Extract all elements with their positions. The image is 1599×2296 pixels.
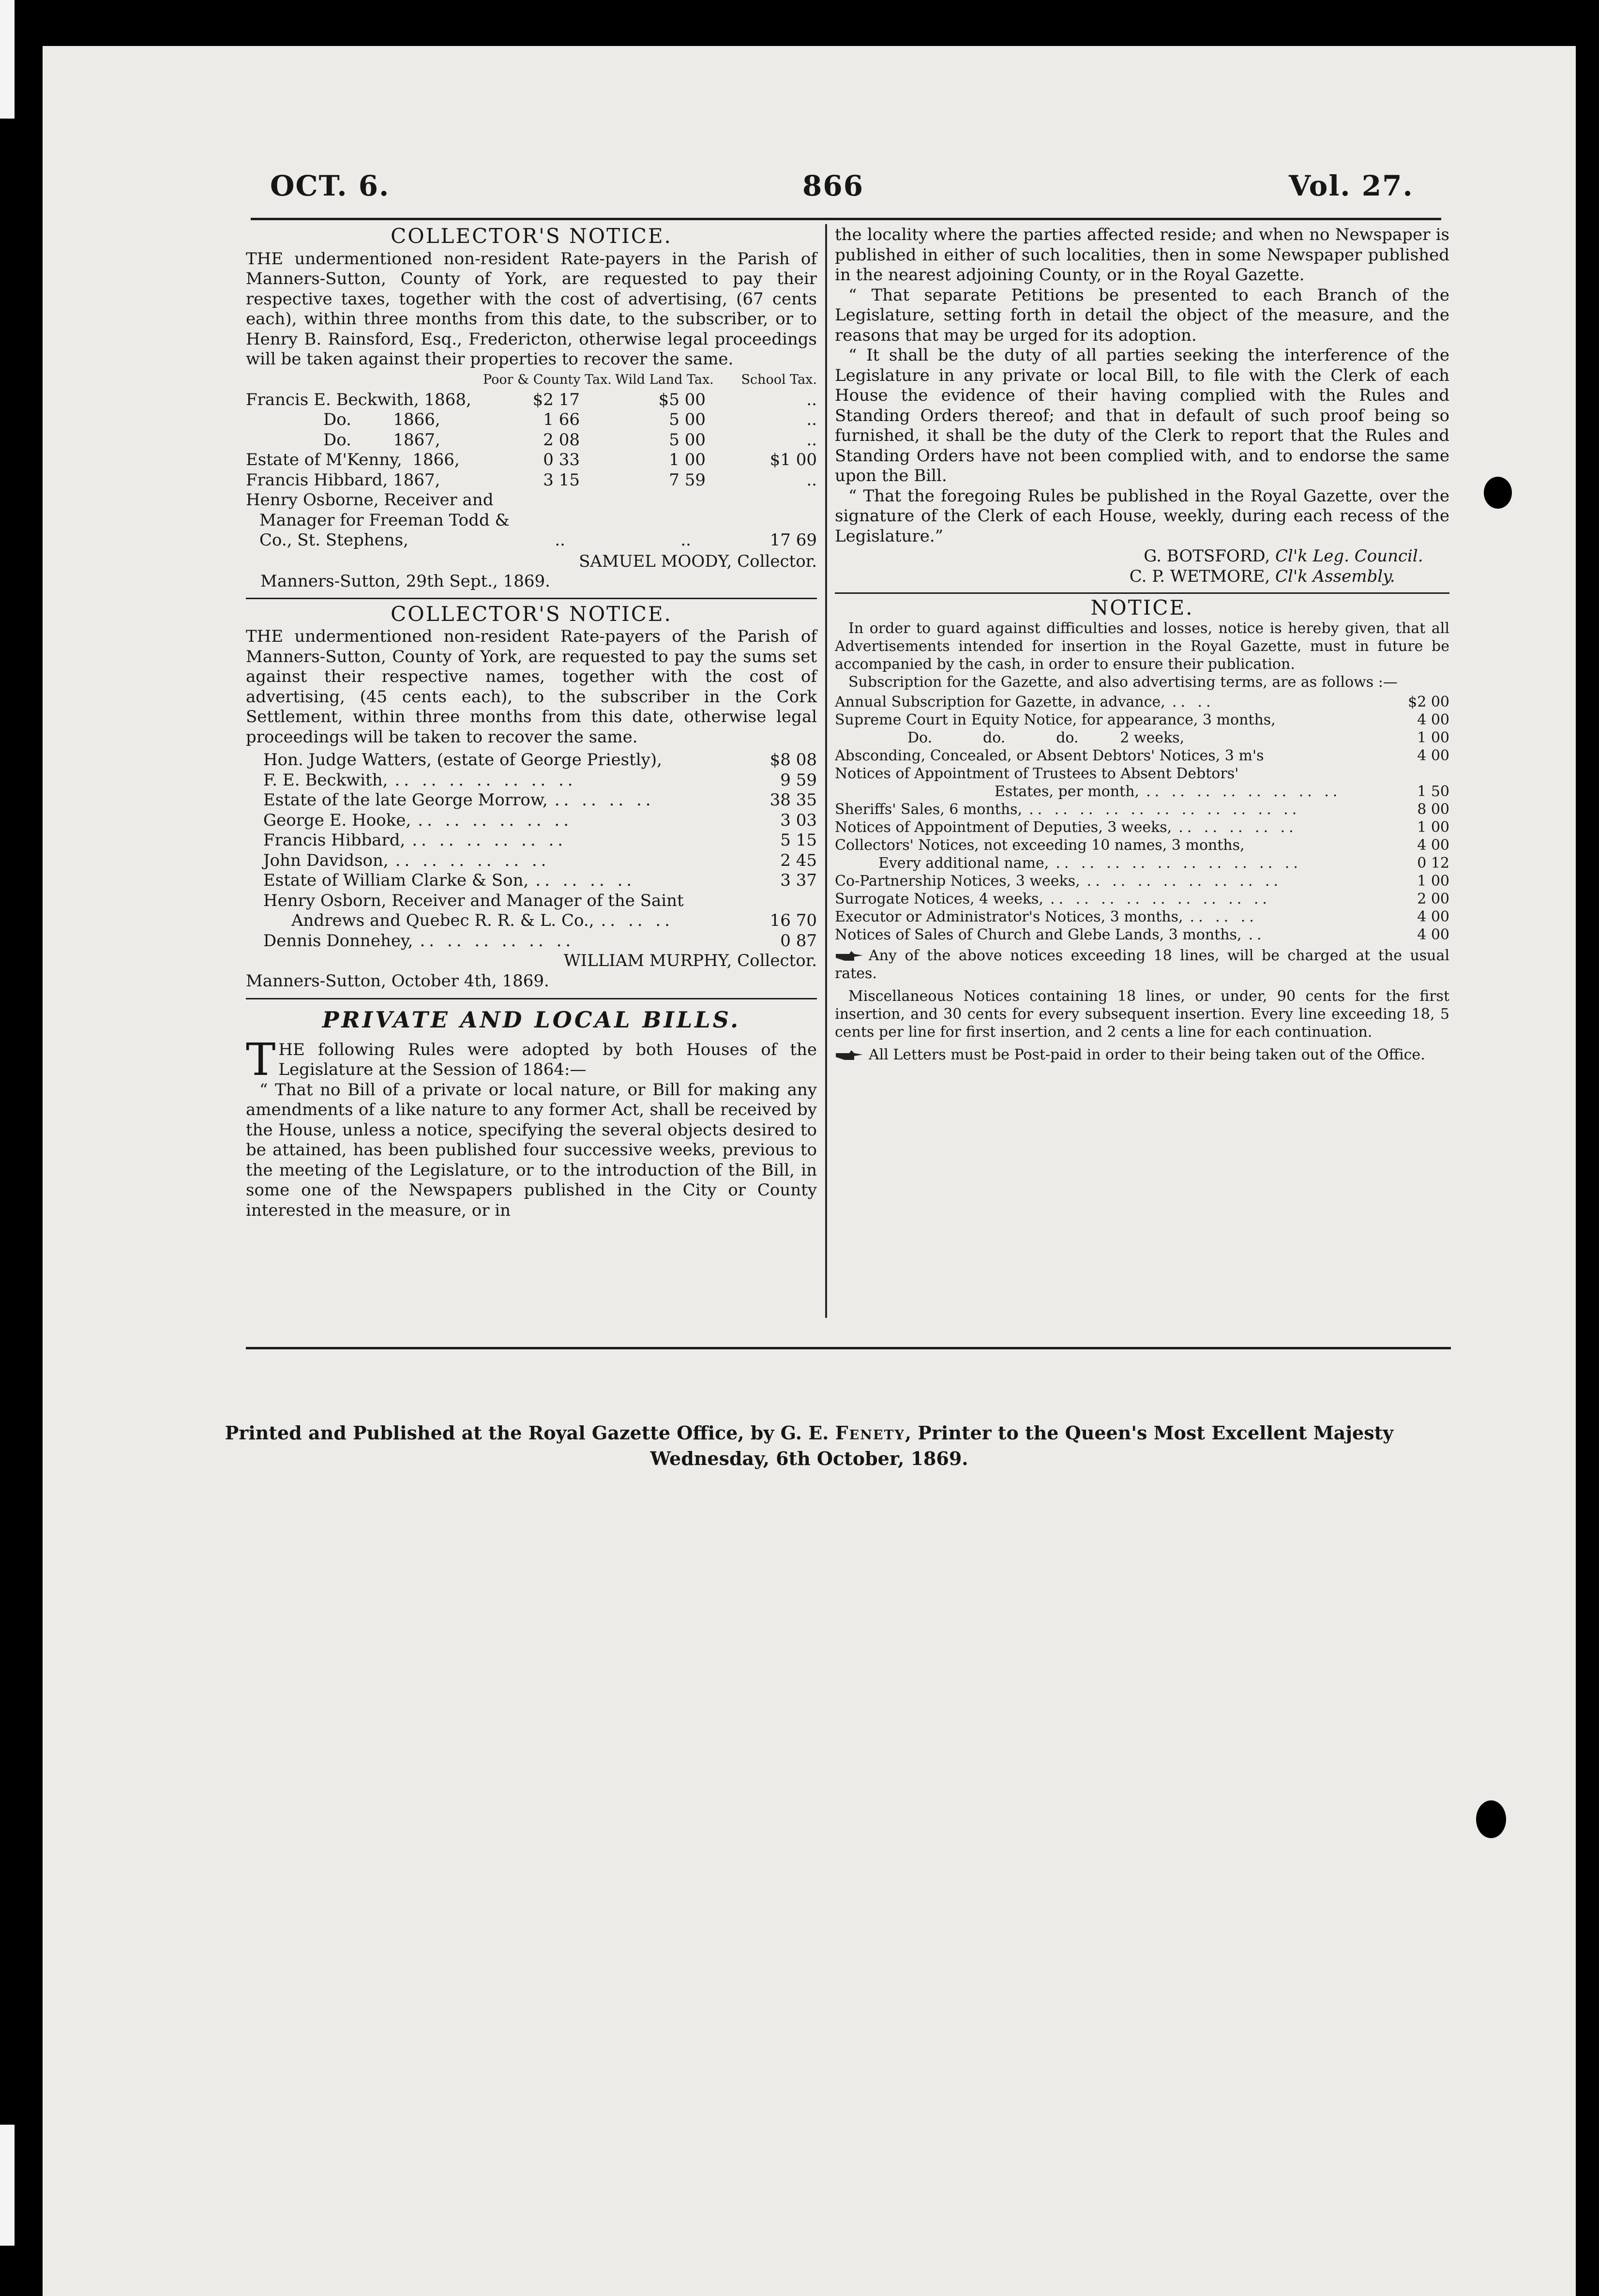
rate-row: Executor or Administrator's Notices, 3 months, .. .. .. 4 00 [835,908,1449,925]
notice-paragraph: Subscription for the Gazette, and also advertising terms, are as follows :— [848,674,1398,691]
list-item: Henry Osborn, Receiver and Manager of the Saint [263,891,684,910]
section-rule [835,592,1449,594]
collector-notice-1 [246,226,817,592]
bills-rule-1-continued: the locality where the parties affected reside; and when no Newspaper is published in either of such localities, then in some Newspaper published in the nearest adjoining County, or in the Royal Gazette. [835,225,1449,285]
rate-label: Do. do. do. 2 weeks, [907,729,1185,746]
row-school: 17 69 [769,530,817,550]
clerk-signature-council [835,546,1449,567]
rate-row: Estates, per month, .. .. .. .. .. .. .. .. 1 50 [995,783,1449,800]
item-amount: $8 08 [769,750,817,770]
notice-title: NOTICE. [1090,596,1194,619]
left-column [246,225,817,1221]
item-name: Estate of William Clarke & Son, [263,871,529,890]
rate-row: Surrogate Notices, 4 weeks, .. .. .. .. .. .. .. .. .. 2 00 [835,891,1449,907]
rate-price: 1 00 [1417,873,1449,890]
section-rule [246,598,817,599]
table-row [246,410,817,430]
printer-name: Fenety [835,1422,905,1444]
table-row [246,390,817,410]
rate-row [835,836,1449,854]
notice-text: Any of the above notices exceeding 18 lines, will be charged at the usual rates. [835,947,1449,982]
row-wild: $5 00 [658,390,706,409]
row-school: .. [806,390,817,409]
imprint-line [43,1420,1576,1446]
item-amount: 5 15 [780,831,817,850]
tax-table [246,390,817,551]
rate-price: 1 50 [1417,783,1449,800]
rate-label: Co-Partnership Notices, 3 weeks, [835,873,1080,890]
signature-name: G. BOTSFORD, [1144,546,1270,566]
rate-label: Notices of Appointment of Trustees to Absent Debtors' [835,765,1239,782]
item-amount: 3 03 [780,810,817,830]
rate-price: 4 00 [1417,837,1449,854]
row-poor: $2 17 [532,390,580,409]
place-date: Manners-Sutton, October 4th, 1869. [246,971,549,991]
rate-price: $2 00 [1408,694,1449,710]
row-wild: 7 59 [669,470,706,490]
list-item: F. E. Beckwith, .. .. .. .. .. .. .. 9 59 [263,770,817,790]
notice-paragraph: In order to guard against difficulties and losses, notice is hereby given, that all Advertisements intended for insertion in the Royal Gazette, must in future be accompanied by the cash, in order to ensure their publication. [835,620,1449,673]
row-wild: 5 00 [669,410,706,429]
bills-rule-3: “ It shall be the duty of all parties seeking the interference of the Legislature in any private or local Bill, to file with the Clerk of each House the evidence of their having complied with the Rules and Standing Orders thereof; and that in default of such proof being so furnished, it shall be the duty of the Clerk to report that the Rules and Standing Orders have not been complied with, and to endorse the same upon the Bill. [835,346,1449,485]
notice-body: THE undermentioned non-resident Rate-payers in the Parish of Manners-Sutton, County of York, are requested to pay their respective taxes, together with the cost of advertising, (67 cents each), within three months from this date, to the subscriber, or to Henry B. Rainsford, Esq., Fredericton, otherwise legal proceedings will be taken against their properties to recover the same. [246,249,817,369]
rate-label: Annual Subscription for Gazette, in advance, [835,694,1165,710]
rate-price: 2 00 [1417,891,1449,907]
item-amount: 0 87 [780,931,817,951]
rate-label: Estates, per month, [995,783,1140,800]
col-header-wild: Wild Land Tax. [615,372,714,387]
clerk-signature-assembly [835,567,1449,587]
list-item: Andrews and Quebec R. R. & L. Co., .. .. .. 16 70 [291,911,817,930]
rate-label: Absconding, Concealed, or Absent Debtors' Notices, 3 m's [835,747,1264,764]
bills-rule-4: “ That the foregoing Rules be published in the Royal Gazette, over the signature of the Clerk of each House, weekly, during each recess of the Legislature.” [835,486,1449,546]
rate-row [835,765,1449,783]
rate-row: Annual Subscription for Gazette, in advance, .. .. $2 00 [835,694,1449,710]
list-item: Estate of the late George Morrow, .. .. .. .. 38 35 [263,790,817,810]
rate-label: Sheriffs' Sales, 6 months, [835,801,1023,818]
notice-body: THE undermentioned non-resident Rate-payers of the Parish of Manners-Sutton, County of York, are requested to pay the sums set against their respective names, together with the cost of advertising, (45 cents each), to the subscriber in the Cork Settlement, within three months from this date, otherwise legal proceedings will be taken to recover the same. [246,627,817,747]
tax-column-headers [246,373,817,387]
rate-label: Collectors' Notices, not exceeding 10 names, 3 months, [835,837,1245,854]
list-item: Francis Hibbard, .. .. .. .. .. .. 5 15 [263,831,817,850]
collector-signature: SAMUEL MOODY, Collector. [579,551,817,571]
item-amount: 2 45 [780,850,817,870]
item-name: Dennis Donnehey, [263,931,413,951]
binding-hole [1476,1800,1506,1838]
list-item: John Davidson, .. .. .. .. .. .. 2 45 [263,850,817,870]
rate-price [1401,765,1449,783]
col-header-poor: Poor & County Tax. [483,372,612,387]
list-item [263,750,817,770]
row-name: Do. 1867, [323,430,440,450]
intro-text: HE following Rules were adopted by both Houses of the Legislature at the Session of 1864:— [278,1040,817,1079]
rate-price: 4 00 [1417,908,1449,925]
table-row [246,450,817,470]
rate-row: Sheriffs' Sales, 6 months, .. .. .. .. .. .. .. .. .. .. .. 8 00 [835,801,1449,818]
header-page-number: 866 [802,169,864,202]
rate-label: Notices of Sales of Church and Glebe Lands, 3 months, [835,926,1242,943]
item-amount: 16 70 [769,911,817,930]
list-item: Dennis Donnehey, .. .. .. .. .. .. 0 87 [263,931,817,951]
bills-rule-2: “ That separate Petitions be presented to each Branch of the Legislature, setting forth in detail the object of the measure, and the reasons that may be urged for its adoption. [835,285,1449,345]
osborne-line: Co., St. Stephens, [259,530,408,550]
item-name: Francis Hibbard, [263,831,406,850]
col-header-school: School Tax. [741,372,817,387]
row-poor: 0 33 [543,450,580,469]
drop-cap: T [246,1033,276,1086]
rate-row [835,729,1449,747]
row-school: .. [806,430,817,450]
header-date: OCT. 6. [270,169,390,202]
rate-price: 4 00 [1417,711,1449,728]
row-name: Francis Hibbard, 1867, [246,470,440,490]
list-item: George E. Hooke, .. .. .. .. .. .. 3 03 [263,810,817,830]
notice-paragraph [835,947,1449,982]
notice-paragraph [835,1046,1449,1064]
row-poor: 1 66 [543,410,580,429]
rate-label: Every additional name, [878,855,1049,872]
rate-label: Supreme Court in Equity Notice, for appearance, 3 months, [835,711,1276,728]
row-school: .. [806,410,817,429]
item-name: Hon. Judge Watters, (estate of George Priestly), [263,750,662,770]
item-name: George E. Hooke, [263,810,411,830]
header-volume: Vol. 27. [1289,169,1414,202]
item-name: Andrews and Quebec R. R. & L. Co., [291,911,594,930]
rate-label: Executor or Administrator's Notices, 3 months, [835,908,1183,925]
row-poor: .. [555,530,565,550]
binding-hole [1484,477,1512,509]
table-row [246,430,817,451]
section-rule [246,998,817,999]
notice-text: All Letters must be Post-paid in order to their being taken out of the Office. [869,1046,1425,1063]
row-poor: 2 08 [543,430,580,450]
column-divider [825,224,827,1318]
footer-rule [246,1347,1451,1349]
imprint-text: , Printer to the Queen's Most Excellent Majesty [905,1422,1394,1444]
rate-row: Notices of Sales of Church and Glebe Lands, 3 months, .. 4 00 [835,926,1449,943]
rate-row [835,711,1449,729]
rate-price: 1 00 [1417,729,1449,746]
rate-price: 1 00 [1417,819,1449,836]
bills-intro [246,1033,817,1086]
notice-title: COLLECTOR'S NOTICE. [391,602,672,626]
rate-label: Surrogate Notices, 4 weeks, [835,891,1043,907]
rate-price: 4 00 [1417,926,1449,943]
newspaper-page [43,46,1576,2296]
row-wild: 1 00 [669,450,706,469]
row-name: Estate of M'Kenny, 1866, [246,450,460,469]
item-amount: 3 37 [780,871,817,890]
pointing-hand-icon [835,1048,864,1063]
imprint-text: Printed and Published at the Royal Gazette Office, by G. E. [225,1422,835,1444]
scan-edge-tab [0,2125,15,2246]
item-amount: 9 59 [780,770,817,790]
osborne-line: Manager for Freeman Todd & [259,510,510,530]
osborne-line: Henry Osborne, Receiver and [246,490,494,510]
row-wild: 5 00 [669,430,706,450]
right-column [835,225,1449,1064]
signature-title: Cl'k Leg. Council. [1275,546,1423,566]
rate-row: Notices of Appointment of Deputies, 3 weeks, .. .. .. .. .. 1 00 [835,819,1449,836]
amount-list [246,750,817,951]
rate-price: 4 00 [1417,747,1449,764]
signature-name: C. P. WETMORE, [1129,566,1270,586]
bills-rule-1: “ That no Bill of a private or local nature, or Bill for making any amendments of a like nature to any former Act, shall be received by the House, unless a notice, specifying the several objects desired to be attained, has been published four successive weeks, previous to the meeting of the Legislature, or to the introduction of the Bill, in some one of the Newspapers published in the City or County interested in the measure, or in [246,1080,817,1220]
list-item: Estate of William Clarke & Son, .. .. .. .. 3 37 [263,871,817,890]
item-amount: 38 35 [769,790,817,810]
private-local-bills [246,1007,817,1221]
scan-edge-tab [0,0,15,119]
rate-row: Co-Partnership Notices, 3 weeks, .. .. .. .. .. .. .. .. 1 00 [835,873,1449,890]
row-name: Do. 1866, [323,410,440,429]
item-name: Estate of the late George Morrow, [263,790,548,810]
header-rule [251,218,1441,220]
table-row-osborne [246,490,817,551]
item-name: John Davidson, [263,850,389,870]
notice-title: COLLECTOR'S NOTICE. [391,224,672,248]
rate-table [835,693,1449,944]
collector-notice-2 [246,604,817,992]
row-name: Francis E. Beckwith, 1868, [246,390,471,409]
bills-title: PRIVATE AND LOCAL BILLS. [322,1007,741,1033]
rate-price: 0 12 [1417,855,1449,872]
item-name: F. E. Beckwith, [263,770,388,790]
rate-label: Notices of Appointment of Deputies, 3 weeks, [835,819,1172,836]
row-school: $1 00 [769,450,817,469]
gazette-notice [835,596,1449,1064]
row-school: .. [806,470,817,490]
table-row [246,470,817,491]
row-poor: 3 15 [543,470,580,490]
pointing-hand-icon [835,949,864,964]
notice-paragraph: Miscellaneous Notices containing 18 lines, or under, 90 cents for the first insertion, and 30 cents for every subsequent insertion. Every line exceeding 18, 5 cents per line for first insertion, and 2 cents a line for each continuation. [835,988,1449,1041]
place-date: Manners-Sutton, 29th Sept., 1869. [260,572,550,591]
imprint-date: Wednesday, 6th October, 1869. [650,1448,968,1469]
row-wild: .. [680,530,691,550]
collector-signature: WILLIAM MURPHY, Collector. [563,951,817,970]
signature-title: Cl'k Assembly. [1275,566,1395,586]
rate-row: Every additional name, .. .. .. .. .. .. .. .. .. .. 0 12 [878,855,1449,872]
rate-price: 8 00 [1417,801,1449,818]
rate-row [835,747,1449,765]
